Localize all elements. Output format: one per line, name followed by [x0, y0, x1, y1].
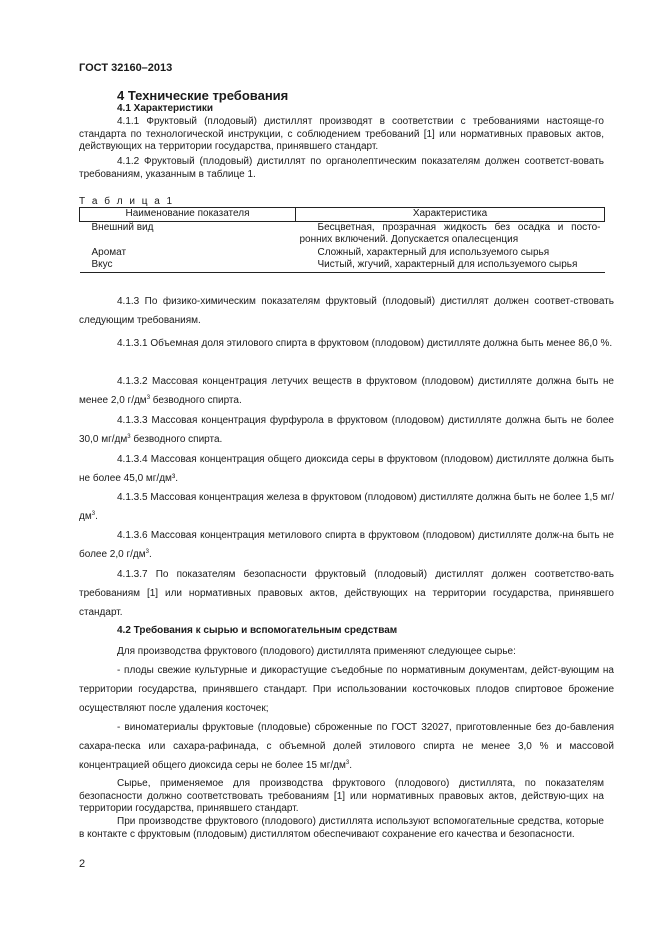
paragraph-4-1-3-5-tail: . [95, 511, 98, 522]
paragraph-4-2-fruits [79, 661, 614, 718]
paragraph-4-1-3-2-text: 4.1.3.2 Массовая концентрация летучих веществ в фруктовом (плодовом) дистилляте должна быть не менее 2,0 г/дм [79, 376, 614, 406]
table-cell-value-text: Чистый, жгучий, характерный для используемого сырья [317, 259, 578, 270]
table-cell-name: Вкус [80, 259, 296, 272]
paragraph-4-2-fruits-text: - плоды свежие культурные и дикорастущие съедобные по нормативным документам, дейст-вующим на территории государства, принявшего стандарт. При использовании косточковых плодов спиртовое брожение осуществляют после удаления косточек; [79, 665, 614, 714]
paragraph-4-2-wines-tail: . [349, 760, 352, 771]
table-cell-name: Внешний вид [91, 221, 154, 233]
paragraph-4-1-3-1 [79, 334, 614, 353]
page-number: 2 [79, 858, 86, 870]
subsection-title-4-1: 4.1 Характеристики [117, 103, 214, 114]
paragraph-4-1-3-4-text: 4.1.3.4 Массовая концентрация общего диоксида серы в фруктовом (плодовом) дистилляте должна быть не более 45,0 мг/дм³. [79, 454, 614, 484]
table-header-name: Наименование показателя [80, 208, 296, 222]
superscript: 3 [146, 395, 151, 401]
table-cell-name: Аромат [91, 246, 127, 258]
paragraph-4-2-wines [79, 718, 614, 775]
paragraph-4-1-3-4 [79, 450, 614, 488]
table-row [80, 259, 605, 272]
table-cell-value-text: Бесцветная, прозрачная жидкость без осадка и посто-ронних включений. Допускается опалесценция [299, 221, 601, 245]
paragraph-4-1-2-text: 4.1.2 Фруктовый (плодовый) дистиллят по органолептическим показателям должен соответст-вовать требованиям, указанным в таблице 1. [79, 156, 604, 180]
table-cell-value [296, 259, 605, 272]
paragraph-4-1-3-3 [79, 411, 614, 449]
paragraph-4-1-1-text: 4.1.1 Фруктовый (плодовый) дистиллят производят в соответствии с требованиями настояще-го стандарта по технологической инструкции, с соблюдением требований [1] или нормативных правовых актов, действующих на территории государства, принявшего стандарт. [79, 116, 604, 153]
paragraph-4-1-3 [79, 292, 614, 330]
superscript: 3 [127, 434, 131, 440]
superscript: 3 [345, 760, 350, 766]
subsection-title-4-2: 4.2 Требования к сырью и вспомогательным средствам [117, 625, 398, 636]
paragraph-4-1-3-7-text: 4.1.3.7 По показателям безопасности фруктовый (плодовый) дистиллят должен соответство-вать требованиям [1] или нормативных правовых актов, действующих на территории государства, принявшего стандарт. [79, 569, 614, 618]
table-cell-value [296, 247, 605, 260]
table-header-value: Характеристика [296, 208, 605, 222]
table-header-row [80, 208, 605, 222]
paragraph-4-1-3-6-text: 4.1.3.6 Массовая концентрация метилового спирта в фруктовом (плодовом) дистилляте долж-на быть не более 2,0 г/дм [79, 530, 614, 560]
paragraph-4-1-3-7 [79, 565, 614, 622]
table-row [80, 221, 605, 247]
paragraph-4-2-intro-text: Для производства фруктового (плодового) дистиллята применяют следующее сырье: [117, 646, 516, 657]
paragraph-4-1-1 [79, 116, 604, 154]
document-header: ГОСТ 32160–2013 [79, 62, 173, 74]
paragraph-4-1-3-5 [79, 488, 614, 526]
paragraph-4-1-3-2 [79, 372, 614, 410]
paragraph-4-1-2 [79, 156, 604, 181]
paragraph-4-1-3-6-tail: . [148, 549, 152, 560]
paragraph-4-2-auxiliary [79, 816, 604, 841]
section-title: 4 Технические требования [117, 88, 289, 103]
paragraph-4-1-3-3-tail: безводного спирта. [130, 434, 223, 445]
superscript: 3 [91, 511, 96, 517]
paragraph-4-1-3-5-text: 4.1.3.5 Массовая концентрация железа в фруктовом (плодовом) дистилляте должна быть не более 1,5 мг/дм [79, 492, 614, 522]
paragraph-4-1-3-text: 4.1.3 По физико-химическим показателям фруктовый (плодовый) дистиллят должен соответ-ствовать следующим требованиям. [79, 296, 614, 326]
paragraph-4-1-3-3-text: 4.1.3.3 Массовая концентрация фурфурола в фруктовом (плодовом) дистилляте должна быть не более 30,0 мг/дм [79, 415, 614, 445]
paragraph-4-2-safety-text: Сырье, применяемое для производства фруктового (плодового) дистиллята, по показателям безопасности должно соответствовать требованиям [1] или нормативных правовых актов, действую-щих на территории государства, принявшего стандарт. [79, 778, 604, 815]
table-1 [79, 207, 605, 273]
table-cell-value-text: Сложный, характерный для используемого сырья [317, 246, 550, 258]
paragraph-4-2-auxiliary-text: При производстве фруктового (плодового) дистиллята используют вспомогательные средства, которые в контакте с фруктовым (плодовым) дистиллятом обеспечивают сохранение его качества и безопасности. [79, 816, 604, 840]
paragraph-4-2-safety [79, 778, 604, 816]
paragraph-4-2-intro [79, 642, 614, 661]
paragraph-4-2-wines-text: - виноматериалы фруктовые (плодовые) сброженные по ГОСТ 32027, приготовленные без до-бавления сахара-песка или сахара-рафинада, с объемной долей этилового спирта не менее 3,0 % и массовой концентрацией общего диоксида серы не более 15 мг/дм [79, 722, 614, 771]
table-caption: Т а б л и ц а 1 [79, 196, 175, 207]
superscript: 3 [145, 549, 149, 555]
paragraph-4-1-3-6 [79, 526, 614, 564]
table-row [80, 247, 605, 260]
paragraph-4-1-3-2-tail: безводного спирта. [150, 395, 242, 406]
paragraph-4-1-3-1-text: 4.1.3.1 Объемная доля этилового спирта в фруктовом (плодовом) дистилляте должна быть менее 86,0 %. [117, 338, 613, 349]
table-cell-value [296, 221, 605, 247]
